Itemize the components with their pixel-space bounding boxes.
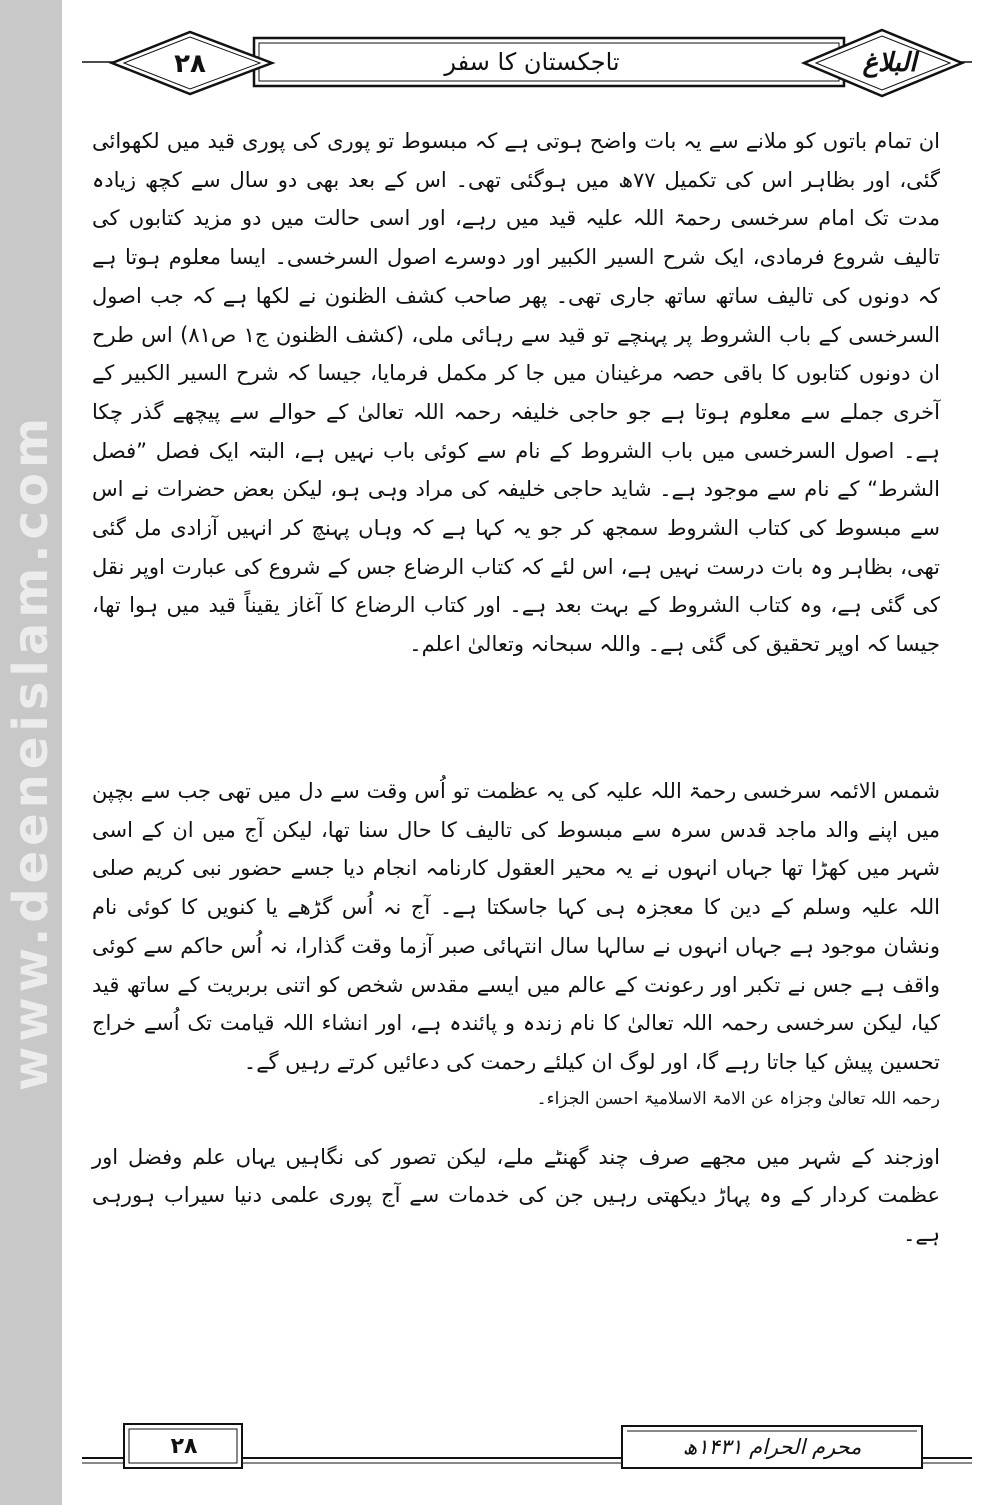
issue-date: محرم الحرام ۱۴۳۱ھ xyxy=(682,1435,862,1459)
footer-page-number: ۲۸ xyxy=(170,1434,198,1459)
article-body xyxy=(92,122,940,1362)
running-title: تاجکستان کا سفر xyxy=(444,48,620,76)
magazine-logo: البلاغ xyxy=(862,48,917,78)
header-page-number: ۲۸ xyxy=(174,49,206,79)
paragraph-3: اوزجند کے شہر میں مجھے صرف چند گھنٹے ملے، لیکن تصور کی نگاہیں یہاں علم وفضل اور عظمت کردار کے وہ پہاڑ دیکھتی رہیں جن کی خدمات سے آج پوری علمی دنیا سیراب ہورہی ہے۔ xyxy=(92,1144,940,1247)
watermark-sidebar xyxy=(0,0,62,1505)
page-header xyxy=(82,28,972,98)
paragraph-1: ان تمام باتوں کو ملانے سے یہ بات واضح ہوتی ہے کہ مبسوط تو پوری کی پوری قید میں لکھوائی گئی، اور بظاہر اس کی تکمیل ۷۷ھ میں ہوگئی تھی۔ اس کے بعد بھی دو سال سے کچھ زیادہ مدت تک امام سرخسی رحمۃ اللہ علیہ قید میں رہے، اور اسی حالت میں دو مزید کتابوں کی تالیف شروع فرمادی، ایک شرح السیر الکبیر اور دوسرے اصول السرخسی۔ ایسا معلوم ہوتا ہے کہ دونوں کی تالیف ساتھ ساتھ جاری تھی۔ پھر صاحب کشف الظنون نے لکھا ہے کہ جب اصول السرخسی کے باب الشروط پر پہنچے تو قید سے رہائی ملی، (کشف الظنون ج۱ ص۸۱) اس طرح ان دونوں کتابوں کا باقی حصہ مرغینان میں جا کر مکمل فرمایا، جیسا کہ شرح السیر الکبیر کے آخری جملے سے معلوم ہوتا ہے جو حاجی خلیفہ رحمہ اللہ تعالیٰ کے حوالے سے پیچھے گذر چکا ہے۔ اصول السرخسی میں باب الشروط کے نام سے کوئی باب نہیں ہے، البتہ ایک فصل ”فصل الشرط“ کے نام سے موجود ہے۔ شاید حاجی خلیفہ کی مراد وہی ہو، لیکن بعض حضرات نے اس سے مبسوط کی کتاب الشروط سمجھ کر جو یہ کہا ہے کہ وہاں پہنچ کر انہیں آزادی مل گئی تھی، بظاہر وہ بات درست نہیں ہے، اس لئے کہ کتاب الرضاع جس کے شروع کی عبارت اوپر نقل کی گئی ہے، وہ کتاب الشروط کے بہت بعد ہے۔ اور کتاب الرضاع کا آغاز یقیناً قید میں ہوا تھا، جیسا کہ اوپر تحقیق کی گئی ہے۔ واللہ سبحانہ وتعالیٰ اعلم۔ xyxy=(92,129,940,657)
watermark-url: www.deeneislam.com xyxy=(3,413,59,1091)
arabic-dua: رحمہ اللہ تعالیٰ وجزاہ عن الامۃ الاسلامیۃ احسن الجزاء۔ xyxy=(536,1088,940,1109)
page-footer xyxy=(82,1418,972,1478)
paragraph-2: شمس الائمہ سرخسی رحمۃ اللہ علیہ کی یہ عظمت تو اُس وقت سے دل میں تھی جب سے بچپن میں اپنے والد ماجد قدس سرہ سے مبسوط کی تالیف کا حال سنا تھا، لیکن آج میں ان کے اسی شہر میں کھڑا تھا جہاں انہوں نے یہ محیر العقول کارنامہ انجام دیا جسے حضور نبی کریم صلی اللہ علیہ وسلم کے دین کا معجزہ ہی کہا جاسکتا ہے۔ آج نہ اُس گڑھے یا کنویں کا کوئی نام ونشان موجود ہے جہاں انہوں نے سالہا سال انتہائی صبر آزما وقت گذارا، نہ اُس حاکم سے کوئی واقف ہے جس نے تکبر اور رعونت کے عالم میں ایسے مقدس شخص کو اتنی بربریت کے ساتھ قید کیا، لیکن سرخسی رحمہ اللہ تعالیٰ کا نام زندہ و پائندہ ہے، اور انشاء اللہ قیامت تک اُسے خراج تحسین پیش کیا جاتا رہے گا، اور لوگ ان کیلئے رحمت کی دعائیں کرتے رہیں گے۔ xyxy=(92,779,940,1074)
